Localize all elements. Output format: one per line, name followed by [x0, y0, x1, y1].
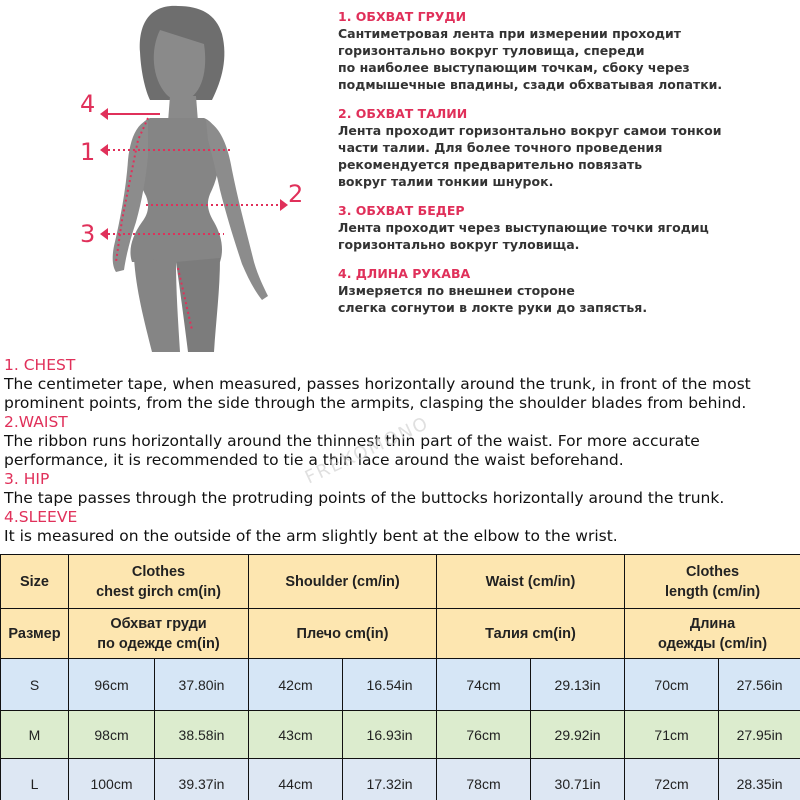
- cell-size: M: [1, 711, 69, 759]
- cell-chest-in: 37.80in: [155, 659, 249, 711]
- cell-length-in: 28.35in: [719, 759, 800, 800]
- en-text-waist: The ribbon runs horizontally around the thinnest thin part of the waist. For more accurate performance, it is recommended to tie a thin lace around the waist beforehand.: [4, 432, 700, 469]
- silhouette-right-leg: [176, 258, 220, 352]
- en-text-hip: The tape passes through the protruding points of the buttocks horizontally around the trunk.: [4, 489, 725, 507]
- en-title-chest: 1. CHEST: [4, 356, 76, 374]
- cell-waist-cm: 78cm: [437, 759, 531, 800]
- table-header-ru: [1, 609, 800, 659]
- cell-chest-cm: 98cm: [69, 711, 155, 759]
- cell-length-in: 27.56in: [719, 659, 800, 711]
- header-shoulder: Shoulder (cm/in): [249, 555, 437, 609]
- cell-shoulder-cm: 44cm: [249, 759, 343, 800]
- cell-shoulder-cm: 42cm: [249, 659, 343, 711]
- cell-size: L: [1, 759, 69, 800]
- cell-waist-in: 29.13in: [531, 659, 625, 711]
- cell-chest-cm: 100cm: [69, 759, 155, 800]
- ru-title-hip: 3. ОБХВАТ БЕДЕР: [338, 203, 465, 218]
- cell-waist-cm: 76cm: [437, 711, 531, 759]
- en-text-sleeve: It is measured on the outside of the arm slightly bent at the elbow to the wrist.: [4, 527, 618, 545]
- en-text-chest: The centimeter tape, when measured, passes horizontally around the trunk, in front of the most prominent points, from the side through the armpits, clasping the shoulder blades from behind.: [4, 375, 751, 412]
- marker-2: 2: [288, 180, 304, 208]
- table-row: [1, 659, 800, 711]
- cell-chest-in: 39.37in: [155, 759, 249, 800]
- cell-shoulder-in: 16.93in: [343, 711, 437, 759]
- cell-chest-in: 38.58in: [155, 711, 249, 759]
- silhouette-left-leg: [134, 258, 180, 352]
- body-silhouette: [0, 0, 330, 352]
- ru-instructions: [338, 8, 798, 328]
- ru-text-chest: Сантиметровая лента при измерении проходит горизонтально вокруг туловища, спереди по наиболее выступающим точкам, сбоку через подмышечные впадины, сзади обхватывая лопатки.: [338, 26, 723, 92]
- table-header-en: [1, 555, 800, 609]
- en-title-sleeve: 4.SLEEVE: [4, 508, 78, 526]
- en-title-hip: 3. HIP: [4, 470, 50, 488]
- cell-waist-in: 30.71in: [531, 759, 625, 800]
- header-length: Clothes length (cm/in): [625, 555, 800, 609]
- cell-size: S: [1, 659, 69, 711]
- cell-waist-in: 29.92in: [531, 711, 625, 759]
- cell-chest-cm: 96cm: [69, 659, 155, 711]
- header-chest: Clothes chest girch cm(in): [69, 555, 249, 609]
- ru-title-chest: 1. ОБХВАТ ГРУДИ: [338, 9, 467, 24]
- cell-length-cm: 70cm: [625, 659, 719, 711]
- cell-length-cm: 72cm: [625, 759, 719, 800]
- header-ru-chest: Обхват груди по одежде cm(in): [69, 609, 249, 659]
- header-ru-shoulder: Плечо cm(in): [249, 609, 437, 659]
- cell-shoulder-in: 17.32in: [343, 759, 437, 800]
- header-ru-size: Размер: [1, 609, 69, 659]
- table-row: [1, 711, 800, 759]
- measurement-figure: [0, 0, 330, 352]
- en-instructions: [4, 356, 800, 546]
- ru-title-waist: 2. ОБХВАТ ТАЛИИ: [338, 106, 468, 121]
- size-table: [0, 554, 800, 800]
- marker-1: 1: [80, 138, 96, 166]
- watermark: FREKOMONO: [301, 412, 433, 489]
- table-row: [1, 759, 800, 800]
- ru-text-waist: Лента проходит горизонтально вокруг самои тонкои части талии. Для более точного проведения рекомендуется предварительно повязать вокруг талии тонкии шнурок.: [338, 123, 722, 189]
- header-waist: Waist (cm/in): [437, 555, 625, 609]
- ru-title-sleeve: 4. ДЛИНА РУКАВА: [338, 266, 471, 281]
- cell-shoulder-in: 16.54in: [343, 659, 437, 711]
- header-size: Size: [1, 555, 69, 609]
- marker-4: 4: [80, 90, 96, 118]
- ru-text-sleeve: Измеряется по внешнеи стороне слегка согнутои в локте руки до запястья.: [338, 283, 648, 315]
- header-ru-waist: Талия cm(in): [437, 609, 625, 659]
- cell-length-cm: 71cm: [625, 711, 719, 759]
- header-ru-length: Длина одежды (cm/in): [625, 609, 800, 659]
- cell-shoulder-cm: 43cm: [249, 711, 343, 759]
- marker-3: 3: [80, 220, 96, 248]
- cell-waist-cm: 74cm: [437, 659, 531, 711]
- cell-length-in: 27.95in: [719, 711, 800, 759]
- ru-text-hip: Лента проходит через выступающие точки ягодиц горизонтально вокруг туловища.: [338, 220, 709, 252]
- en-title-waist: 2.WAIST: [4, 413, 68, 431]
